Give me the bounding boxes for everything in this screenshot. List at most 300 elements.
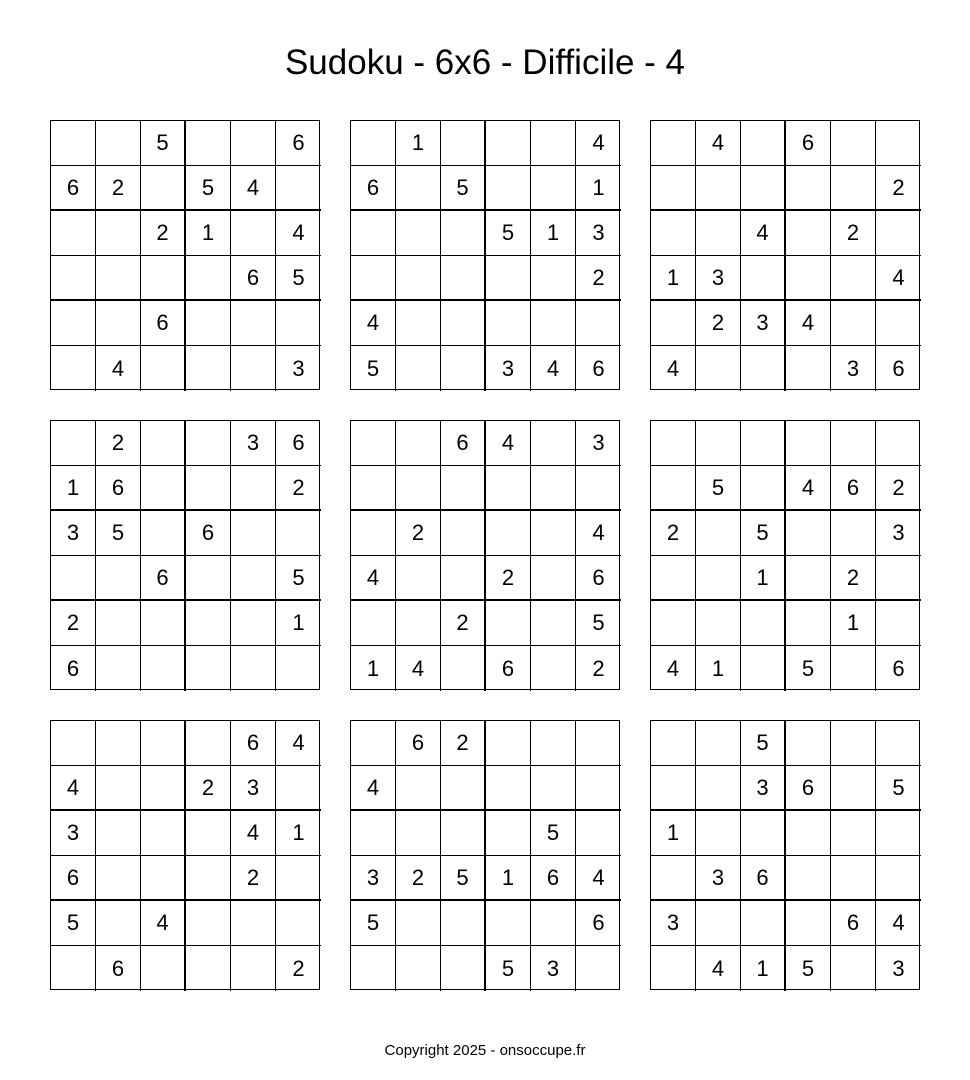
sudoku-cell <box>876 601 921 646</box>
sudoku-cell <box>141 256 186 301</box>
sudoku-cell: 2 <box>231 856 276 901</box>
sudoku-cell <box>51 421 96 466</box>
sudoku-cell <box>441 901 486 946</box>
sudoku-cell <box>486 811 531 856</box>
sudoku-cell: 1 <box>396 121 441 166</box>
sudoku-cell <box>396 811 441 856</box>
sudoku-cell: 6 <box>51 646 96 691</box>
sudoku-cell <box>741 811 786 856</box>
sudoku-cell: 5 <box>576 601 621 646</box>
sudoku-cell <box>396 346 441 391</box>
page-title: Sudoku - 6x6 - Difficile - 4 <box>284 43 686 82</box>
sudoku-cell <box>141 166 186 211</box>
sudoku-cell <box>396 166 441 211</box>
sudoku-cell <box>786 166 831 211</box>
sudoku-cell <box>276 166 321 211</box>
sudoku-cell: 6 <box>892 655 905 681</box>
sudoku-cell: 2 <box>141 211 186 256</box>
sudoku-cell <box>876 121 921 166</box>
sudoku-cell <box>831 256 876 301</box>
sudoku-cell <box>741 166 786 211</box>
sudoku-cell: 6 <box>396 721 441 766</box>
sudoku-cell: 5 <box>741 721 786 766</box>
sudoku-cell: 2 <box>651 511 696 556</box>
sudoku-cell <box>651 946 696 991</box>
sudoku-cell <box>396 901 441 946</box>
sudoku-cell <box>96 256 141 301</box>
sudoku-cell: 1 <box>486 856 531 901</box>
sudoku-cell <box>441 556 486 601</box>
sudoku-cell <box>51 121 96 166</box>
sudoku-cell <box>186 901 231 946</box>
sudoku-cell: 2 <box>186 766 231 811</box>
sudoku-cell: 4 <box>351 301 396 346</box>
sudoku-cell: 4 <box>276 211 321 256</box>
sudoku-cell: 2 <box>96 166 141 211</box>
sudoku-cell <box>51 721 96 766</box>
sudoku-cell <box>96 121 141 166</box>
sudoku-cell <box>141 946 186 991</box>
sudoku-cell <box>231 556 276 601</box>
sudoku-cell: 6 <box>276 121 321 166</box>
sudoku-cell <box>831 511 876 556</box>
sudoku-cell <box>441 466 486 511</box>
sudoku-cell <box>141 346 186 391</box>
sudoku-cell: 5 <box>531 811 576 856</box>
sudoku-cell: 4 <box>51 766 96 811</box>
sudoku-cell: 3 <box>292 355 305 381</box>
sudoku-cell <box>786 601 831 646</box>
sudoku-cell: 2 <box>96 421 141 466</box>
sudoku-cell <box>441 256 486 301</box>
sudoku-cell <box>651 556 696 601</box>
sudoku-cell <box>96 856 141 901</box>
sudoku-cell <box>351 721 396 766</box>
sudoku-cell: 4 <box>651 346 696 391</box>
sudoku-cell <box>231 511 276 556</box>
sudoku-cell <box>441 511 486 556</box>
sudoku-cell <box>396 301 441 346</box>
sudoku-cell: 5 <box>141 121 186 166</box>
sudoku-cell <box>396 421 441 466</box>
sudoku-cell <box>96 721 141 766</box>
sudoku-cell: 4 <box>231 811 276 856</box>
sudoku-cell: 2 <box>396 856 441 901</box>
sudoku-cell: 5 <box>486 946 531 991</box>
sudoku-cell: 6 <box>141 556 186 601</box>
sudoku-cell: 6 <box>892 355 905 381</box>
sudoku-cell <box>786 421 831 466</box>
sudoku-cell: 2 <box>396 511 441 556</box>
sudoku-cell: 4 <box>696 946 741 991</box>
sudoku-cell: 6 <box>531 856 576 901</box>
sudoku-cell: 3 <box>51 511 96 556</box>
sudoku-cell: 3 <box>696 856 741 901</box>
sudoku-cell: 4 <box>741 211 786 256</box>
sudoku-cell <box>831 946 876 991</box>
sudoku-cell <box>741 646 786 691</box>
sudoku-cell <box>786 211 831 256</box>
sudoku-cell: 6 <box>96 466 141 511</box>
sudoku-cell <box>351 601 396 646</box>
sudoku-cell: 3 <box>651 901 696 946</box>
sudoku-cell <box>696 766 741 811</box>
sudoku-cell: 4 <box>231 166 276 211</box>
sudoku-cell: 6 <box>486 646 531 691</box>
sudoku-cell: 1 <box>276 601 321 646</box>
sudoku-cell <box>486 256 531 301</box>
sudoku-cell <box>186 301 231 346</box>
sudoku-cell <box>51 946 96 991</box>
sudoku-cell <box>276 901 321 946</box>
sudoku-cell: 3 <box>576 211 621 256</box>
sudoku-cell: 6 <box>831 901 876 946</box>
sudoku-cell <box>486 901 531 946</box>
sudoku-cell: 1 <box>51 466 96 511</box>
sudoku-cell: 1 <box>741 946 786 991</box>
sudoku-cell: 3 <box>351 856 396 901</box>
sudoku-cell <box>531 721 576 766</box>
sudoku-cell: 5 <box>96 511 141 556</box>
sudoku-cell: 6 <box>786 121 831 166</box>
sudoku-cell <box>696 346 741 391</box>
sudoku-cell <box>741 421 786 466</box>
sudoku-cell <box>786 901 831 946</box>
sudoku-cell: 2 <box>876 466 921 511</box>
sudoku-cell <box>351 811 396 856</box>
sudoku-cell: 4 <box>786 466 831 511</box>
sudoku-cell: 5 <box>741 511 786 556</box>
sudoku-cell <box>831 766 876 811</box>
sudoku-cell <box>396 211 441 256</box>
sudoku-cell: 5 <box>441 166 486 211</box>
sudoku-cell <box>576 466 621 511</box>
sudoku-cell <box>531 646 576 691</box>
sudoku-grid-1 <box>50 120 320 390</box>
sudoku-cell: 1 <box>831 601 876 646</box>
sudoku-grid-6 <box>650 420 920 690</box>
sudoku-cell <box>186 346 231 391</box>
sudoku-cell: 5 <box>441 856 486 901</box>
sudoku-cell <box>576 721 621 766</box>
sudoku-cell <box>351 211 396 256</box>
sudoku-cell: 2 <box>486 556 531 601</box>
sudoku-cell: 6 <box>441 421 486 466</box>
sudoku-grid-8 <box>350 720 620 990</box>
sudoku-cell <box>576 811 621 856</box>
sudoku-cell <box>141 601 186 646</box>
sudoku-cell <box>51 256 96 301</box>
sudoku-cell: 2 <box>876 166 921 211</box>
sudoku-cell <box>276 511 321 556</box>
sudoku-cell <box>186 556 231 601</box>
sudoku-cell <box>876 301 921 346</box>
sudoku-cell: 4 <box>576 856 621 901</box>
sudoku-cell: 4 <box>576 121 621 166</box>
sudoku-cell: 6 <box>576 556 621 601</box>
sudoku-cell <box>831 721 876 766</box>
sudoku-cell <box>831 301 876 346</box>
sudoku-cell <box>186 856 231 901</box>
sudoku-cell <box>696 211 741 256</box>
sudoku-cell <box>141 466 186 511</box>
sudoku-cell: 5 <box>876 766 921 811</box>
sudoku-cell: 5 <box>186 166 231 211</box>
sudoku-cell: 3 <box>486 346 531 391</box>
sudoku-cell <box>351 421 396 466</box>
sudoku-cell: 4 <box>96 346 141 391</box>
sudoku-cell <box>786 346 831 391</box>
sudoku-cell <box>786 721 831 766</box>
sudoku-cell <box>651 166 696 211</box>
sudoku-cell <box>276 646 321 691</box>
sudoku-cell: 4 <box>141 901 186 946</box>
sudoku-cell <box>441 946 486 991</box>
sudoku-cell: 4 <box>696 121 741 166</box>
sudoku-cell: 2 <box>831 211 876 256</box>
sudoku-cell <box>441 346 486 391</box>
sudoku-cell <box>831 811 876 856</box>
sudoku-cell <box>231 301 276 346</box>
sudoku-cell <box>51 346 96 391</box>
sudoku-cell <box>141 721 186 766</box>
sudoku-cell: 5 <box>786 946 831 991</box>
sudoku-cell: 4 <box>351 766 396 811</box>
sudoku-cell <box>441 301 486 346</box>
sudoku-cell <box>231 646 276 691</box>
sudoku-cell: 2 <box>276 466 321 511</box>
sudoku-cell: 3 <box>231 421 276 466</box>
sudoku-cell <box>696 421 741 466</box>
sudoku-cell <box>876 421 921 466</box>
sudoku-cell <box>876 556 921 601</box>
sudoku-cell <box>651 421 696 466</box>
sudoku-cell: 3 <box>51 811 96 856</box>
sudoku-cell <box>531 466 576 511</box>
sudoku-cell <box>141 511 186 556</box>
sudoku-cell <box>351 256 396 301</box>
sudoku-cell: 2 <box>592 655 605 681</box>
sudoku-cell: 5 <box>351 901 396 946</box>
sudoku-cell <box>651 766 696 811</box>
sudoku-cell <box>651 211 696 256</box>
sudoku-cell <box>876 211 921 256</box>
sudoku-cell: 6 <box>186 511 231 556</box>
sudoku-cell <box>231 901 276 946</box>
sudoku-cell <box>141 811 186 856</box>
sudoku-cell: 4 <box>576 511 621 556</box>
sudoku-cell: 1 <box>576 166 621 211</box>
sudoku-cell <box>696 601 741 646</box>
sudoku-cell: 6 <box>96 946 141 991</box>
sudoku-cell <box>786 856 831 901</box>
sudoku-cell <box>486 166 531 211</box>
sudoku-cell: 6 <box>141 301 186 346</box>
sudoku-cell <box>441 646 486 691</box>
sudoku-cell <box>531 766 576 811</box>
sudoku-cell <box>576 766 621 811</box>
sudoku-cell <box>96 301 141 346</box>
sudoku-cell <box>786 556 831 601</box>
sudoku-cell <box>486 466 531 511</box>
sudoku-cell <box>351 121 396 166</box>
sudoku-cell <box>231 601 276 646</box>
sudoku-cell: 4 <box>651 646 696 691</box>
sudoku-cell: 4 <box>531 346 576 391</box>
sudoku-cell <box>276 766 321 811</box>
sudoku-cell <box>96 646 141 691</box>
sudoku-cell <box>876 721 921 766</box>
sudoku-cell <box>51 556 96 601</box>
sudoku-cell <box>351 466 396 511</box>
sudoku-cell <box>396 766 441 811</box>
sudoku-cell: 1 <box>351 646 396 691</box>
sudoku-grid-7 <box>50 720 320 990</box>
sudoku-cell <box>96 556 141 601</box>
sudoku-cell: 3 <box>876 511 921 556</box>
sudoku-cell <box>441 121 486 166</box>
sudoku-cell <box>651 301 696 346</box>
sudoku-cell <box>876 811 921 856</box>
sudoku-cell <box>141 646 186 691</box>
sudoku-cell <box>96 601 141 646</box>
sudoku-cell <box>186 946 231 991</box>
sudoku-cell: 1 <box>531 211 576 256</box>
sudoku-cell <box>441 766 486 811</box>
sudoku-cell <box>786 511 831 556</box>
sudoku-cell <box>831 166 876 211</box>
sudoku-cell <box>231 121 276 166</box>
sudoku-cell <box>51 301 96 346</box>
sudoku-cell: 6 <box>231 721 276 766</box>
sudoku-cell: 1 <box>651 256 696 301</box>
sudoku-cell <box>396 466 441 511</box>
sudoku-cell <box>396 256 441 301</box>
sudoku-cell: 1 <box>276 811 321 856</box>
sudoku-cell: 3 <box>741 301 786 346</box>
sudoku-cell <box>651 601 696 646</box>
sudoku-cell <box>831 121 876 166</box>
sudoku-cell: 1 <box>186 211 231 256</box>
sudoku-cell <box>276 856 321 901</box>
sudoku-cell <box>696 556 741 601</box>
sudoku-cell <box>741 346 786 391</box>
sudoku-cell <box>96 811 141 856</box>
sudoku-grid-3 <box>650 120 920 390</box>
sudoku-cell <box>96 211 141 256</box>
sudoku-cell: 6 <box>831 466 876 511</box>
sudoku-cell <box>576 301 621 346</box>
sudoku-cell <box>651 856 696 901</box>
sudoku-cell <box>651 121 696 166</box>
sudoku-cell <box>696 811 741 856</box>
sudoku-cell: 2 <box>576 256 621 301</box>
sudoku-cell <box>186 646 231 691</box>
sudoku-cell <box>396 601 441 646</box>
sudoku-cell <box>51 211 96 256</box>
sudoku-cell <box>696 901 741 946</box>
sudoku-cell <box>141 421 186 466</box>
sudoku-cell <box>486 121 531 166</box>
copyright-footer: Copyright 2025 - onsoccupe.fr <box>384 1042 586 1059</box>
sudoku-cell <box>531 421 576 466</box>
sudoku-cell <box>186 811 231 856</box>
sudoku-cell <box>486 766 531 811</box>
sudoku-cell <box>651 721 696 766</box>
sudoku-cell <box>696 166 741 211</box>
sudoku-cell <box>441 211 486 256</box>
sudoku-cell: 3 <box>741 766 786 811</box>
sudoku-cell: 1 <box>651 811 696 856</box>
sudoku-grid-2 <box>350 120 620 390</box>
sudoku-cell: 3 <box>531 946 576 991</box>
sudoku-cell: 1 <box>741 556 786 601</box>
sudoku-cell <box>741 121 786 166</box>
sudoku-cell: 5 <box>696 466 741 511</box>
sudoku-cell: 4 <box>351 556 396 601</box>
sudoku-cell <box>141 766 186 811</box>
sudoku-cell <box>231 466 276 511</box>
sudoku-cell: 4 <box>786 301 831 346</box>
sudoku-cell <box>441 811 486 856</box>
sudoku-cell: 3 <box>892 955 905 981</box>
sudoku-cell <box>186 121 231 166</box>
sudoku-cell <box>276 301 321 346</box>
sudoku-cell: 6 <box>351 166 396 211</box>
sudoku-cell <box>531 601 576 646</box>
sudoku-cell: 5 <box>276 556 321 601</box>
sudoku-cell <box>186 721 231 766</box>
sudoku-cell <box>531 901 576 946</box>
sudoku-cell: 2 <box>831 556 876 601</box>
sudoku-cell <box>486 301 531 346</box>
sudoku-grid-4 <box>50 420 320 690</box>
sudoku-cell <box>96 766 141 811</box>
sudoku-cell: 6 <box>276 421 321 466</box>
sudoku-cell: 6 <box>786 766 831 811</box>
sudoku-cell <box>486 601 531 646</box>
sudoku-cell: 4 <box>486 421 531 466</box>
sudoku-cell <box>231 346 276 391</box>
sudoku-cell <box>741 256 786 301</box>
sudoku-cell: 5 <box>51 901 96 946</box>
sudoku-cell: 2 <box>696 301 741 346</box>
sudoku-cell: 3 <box>576 421 621 466</box>
sudoku-cell <box>831 856 876 901</box>
sudoku-cell: 2 <box>292 955 305 981</box>
sudoku-cell <box>531 166 576 211</box>
sudoku-cell <box>696 511 741 556</box>
sudoku-cell: 4 <box>396 646 441 691</box>
sudoku-cell <box>486 721 531 766</box>
sudoku-cell <box>786 256 831 301</box>
sudoku-cell <box>186 421 231 466</box>
sudoku-cell <box>186 466 231 511</box>
sudoku-cell <box>741 901 786 946</box>
sudoku-cell <box>741 601 786 646</box>
sudoku-cell <box>486 511 531 556</box>
sudoku-cell: 6 <box>51 166 96 211</box>
sudoku-cell: 6 <box>231 256 276 301</box>
sudoku-grid-5 <box>350 420 620 690</box>
sudoku-cell <box>231 946 276 991</box>
sudoku-cell: 6 <box>51 856 96 901</box>
sudoku-cell <box>396 556 441 601</box>
sudoku-cell <box>351 511 396 556</box>
sudoku-cell: 4 <box>276 721 321 766</box>
sudoku-cell: 4 <box>876 256 921 301</box>
sudoku-cell <box>696 721 741 766</box>
